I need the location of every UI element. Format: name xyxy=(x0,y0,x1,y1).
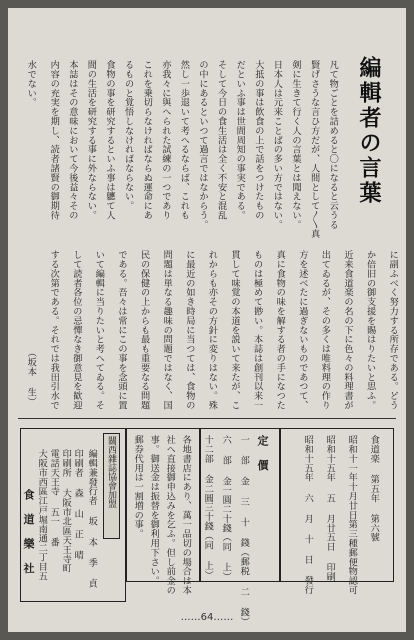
divider xyxy=(18,418,396,419)
editorial-upper-column: 凡て物ごとを詰めると〇になると云うる xyxy=(327,60,339,230)
editorial-upper-column: 然し一歩退いて考へるならば、これも xyxy=(178,60,190,220)
editorial-lower-column: れからも亦その方針に変りはない。殊 xyxy=(206,250,218,410)
publisher-name: 食 道 樂 社 xyxy=(22,489,35,574)
editorial-upper-column: るものと覚悟しなければならない。 xyxy=(122,60,134,211)
publisher-box xyxy=(20,428,126,602)
editorial-upper-column: 亦我々に與へられた試練の一つであり xyxy=(159,60,171,220)
notes-line-3: 事。御送金は振替を御利用下さい。 xyxy=(148,435,160,586)
notes-line-1: 各地書店にあり、萬一品切の場合は本 xyxy=(180,435,192,595)
editorial-lower-column: に最近の如き時局に当つては、食物の xyxy=(183,250,195,410)
issue-permit: 昭和十一年十月廿日第三種郵便物認可 xyxy=(346,435,358,595)
editorial-lower-column: 出てゐるが、その多くは唯料理の作り xyxy=(319,250,331,410)
issue-print-date: 昭和十五年 五 月廿五日 印刷 xyxy=(324,435,336,582)
editorial-upper-column: 日本人は元来ことばの多い方ではない。 xyxy=(271,60,283,230)
issue-publish-date: 昭和十五年 六 月 十 日 發行 xyxy=(302,435,314,595)
editor-signature: （坂本 生） xyxy=(25,348,37,407)
issue-info-box xyxy=(280,428,394,595)
editorial-upper-column: 間の生活を研究する事に外ならない。 xyxy=(85,60,97,220)
page-title: 編輯者の言葉 xyxy=(356,56,382,206)
publisher-address: 大阪市西區江戸堀南通二丁目五 xyxy=(36,449,48,581)
printer-name: 印刷者 森 山 正 晴 xyxy=(72,449,84,560)
editorial-lower-column: する次第である。それでは我田引水で xyxy=(48,250,60,410)
editorial-lower-column: 問題は単なる趣味の問題ではなく、国 xyxy=(161,250,173,410)
editorial-upper-column: そして今日の食生活は全く不安と混乱 xyxy=(215,60,227,220)
notes-line-2: 社へ直接御申込みを乞ふ。但し前金の xyxy=(164,435,176,595)
price-six: 六 部 金一圓二十錢（同 上） xyxy=(220,435,232,582)
issue-name: 食道楽 第五年 第六號 xyxy=(368,435,380,542)
editorial-lower-column: ものは極めて尠い。本誌は創刊以来一 xyxy=(251,250,263,410)
editorial-lower-column: 方を述べたに過ぎないものであつて、 xyxy=(296,250,308,410)
editorial-upper-column: これを乗切らなければならぬ運命にあ xyxy=(141,60,153,220)
editorial-lower-column: いて編輯に当りたいと考へてゐる。そ xyxy=(93,250,105,410)
price-single: 一 部 金 三 十 錢（郵税 二 錢） xyxy=(238,435,250,627)
editor-name: 編輯兼發行者 坂 本 季 貞 xyxy=(86,449,98,588)
editorial-lower-column: 真に食物の味を解する者の手になつた xyxy=(274,250,286,410)
notes-line-4: 郵券代用は一割増の事。 xyxy=(132,435,144,539)
editorial-upper-column: 賢げさうな言ひ方だが、人間として〳〵真 xyxy=(308,60,320,239)
editorial-upper-column: 剣に生きて行く人の言葉とは聞えない。 xyxy=(290,60,301,230)
magazine-page xyxy=(8,8,406,632)
editorial-lower-column: か倍旧の御支援を賜はりたいと思ふ。 xyxy=(364,250,376,410)
page-number: ……64…… xyxy=(180,612,234,623)
editorial-lower-column: 近来食道楽の名の下に色々の料理書が xyxy=(342,250,353,410)
association-header: 關西雜誌協會加盟 xyxy=(103,433,120,539)
print-office: 印刷所 大阪市北區天王寺町 xyxy=(60,449,72,573)
editorial-upper-column: 内容の充実を期し、読者諸賢の御期待 xyxy=(48,60,60,220)
editorial-lower-column: に副ふべく努力する所存である。どう xyxy=(387,250,399,410)
editorial-upper-column: だといふ事は世間周知の事実である。 xyxy=(234,60,246,220)
editorial-lower-column: 民の保健の上からも最も重要なる問題 xyxy=(138,250,150,410)
editorial-upper-column: 本誌はその意味において今後益々その xyxy=(66,60,78,220)
editorial-lower-column: である。吾々は常にこの事を念頭に置 xyxy=(116,250,127,410)
notes-box xyxy=(126,428,200,595)
price-header: 定 價 xyxy=(256,435,269,471)
print-office-tel: 電話天王寺 五一 番 xyxy=(48,449,60,547)
editorial-upper-column: 食物の事を研究するといふ事は軈て人 xyxy=(104,60,115,220)
editorial-lower-column: 貫して味覚の本道を説いて来たが、こ xyxy=(229,250,240,410)
editorial-upper-column: 大抵の事は飲食の上で話をつけたもの xyxy=(252,60,264,220)
editorial-upper-column: の中にあるといつて過言ではなからう。 xyxy=(197,60,208,230)
price-twelve: 十二部 金二圓三十錢（同 上） xyxy=(202,435,214,580)
editorial-tail: 水でない。 xyxy=(25,60,37,107)
editorial-lower-column: して読者各位の忌憚なき御意見を歓迎 xyxy=(70,250,82,410)
